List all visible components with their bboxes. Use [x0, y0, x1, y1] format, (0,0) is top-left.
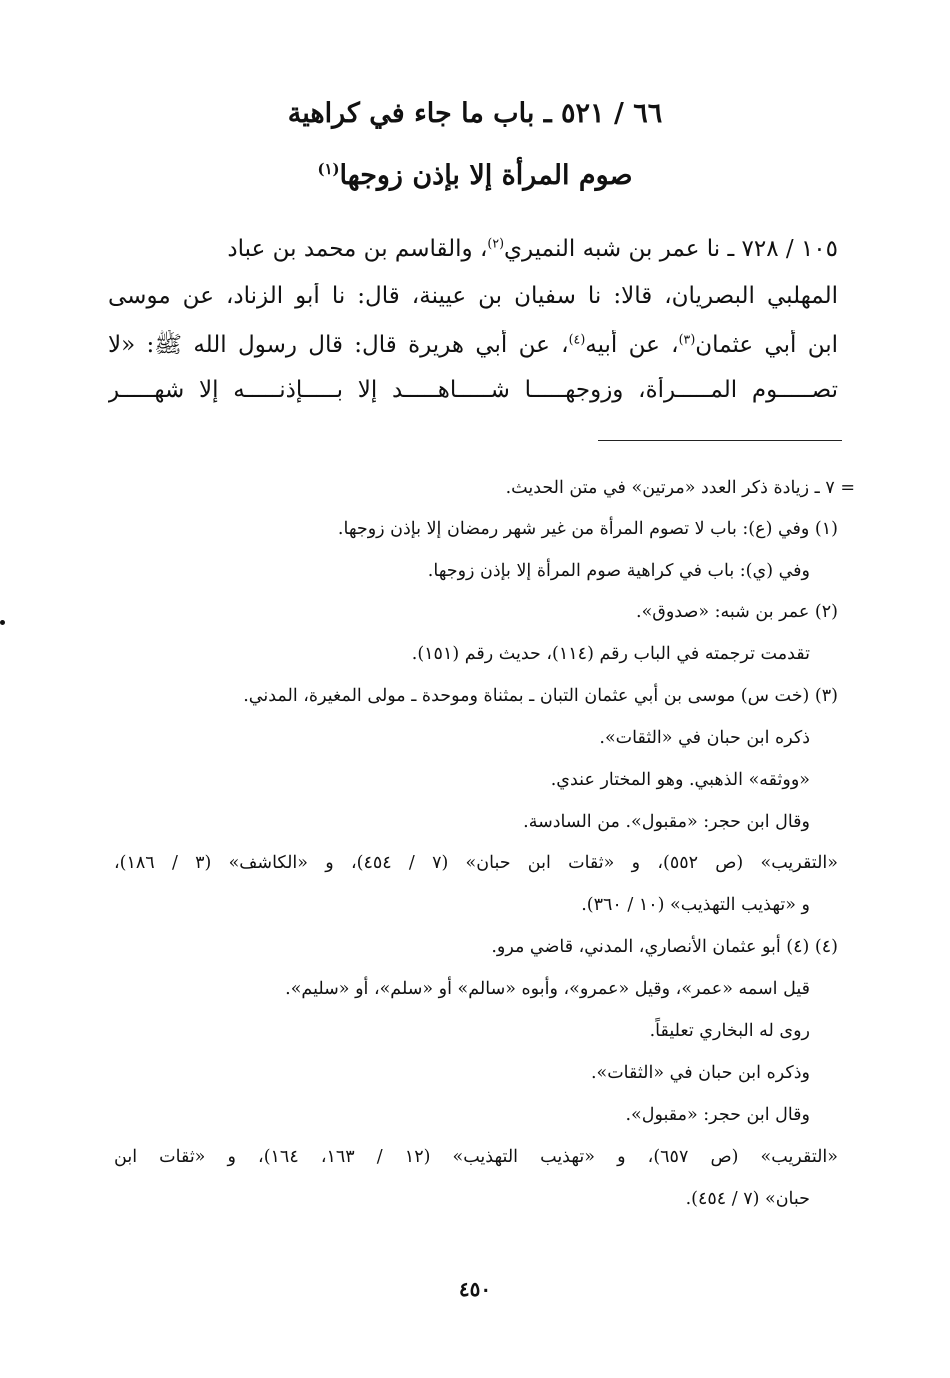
hadith-line-4: تصـــــوم المـــــرأة، وزوجهـــــا شـــــاهـــــد إلا بـــــإذنـــــه إلا شهـــــر: [108, 377, 838, 403]
hadith-line-3: [108, 330, 838, 364]
hadith-line-1-start: ١٠٥ / ٧٢٨ ـ نا عمر بن شبه النميري: [504, 236, 838, 262]
footnote-4-line-4: وذكره ابن حبان في «الثقات».: [590, 1063, 810, 1083]
footnote-1-line-1: (١) وفي (ع): باب لا تصوم المرأة من غير شهر رمضان إلا بإذن زوجها.: [337, 519, 838, 539]
page-number: ٤٥٠: [458, 1277, 492, 1301]
hadith-line-3-end: ، عن أبي هريرة قال: قال رسول الله ﷺ: «لا: [108, 332, 569, 358]
footnote-4-line-5: وقال ابن حجر: «مقبول».: [625, 1105, 810, 1125]
scan-edge-mark: [0, 620, 5, 625]
footnote-4-line-1: (٤) (٤) أبو عثمان الأنصاري، المدني، قاضي مرو.: [491, 937, 838, 957]
footnote-3-line-1: (٣) (خت س) موسى بن أبي عثمان التبان ـ بمثناة وموحدة ـ مولى المغيرة، المدني.: [243, 686, 838, 706]
footnote-4-line-3: روى له البخاري تعليقاً.: [649, 1021, 810, 1041]
hadith-line-2: المهلبي البصريان، قالا: نا سفيان بن عيينة، قال: نا أبو الزناد، عن موسى: [108, 283, 838, 309]
footnote-1-line-2: وفي (ي): باب في كراهية صوم المرأة إلا بإذن زوجها.: [427, 561, 810, 581]
chapter-heading-text: صوم المرأة إلا بإذن زوجها: [339, 160, 633, 191]
chapter-heading-line-2: [100, 160, 850, 191]
hadith-line-1: [110, 236, 838, 262]
footnote-continuation: = ٧ ـ زيادة ذكر العدد «مرتين» في متن الحديث.: [505, 478, 855, 498]
hadith-line-3-middle: ، عن أبيه: [585, 332, 679, 358]
chapter-heading-line-1: ٦٦ / ٥٢١ ـ باب ما جاء في كراهية: [287, 98, 663, 129]
footnote-3-line-4: وقال ابن حجر: «مقبول». من السادسة.: [523, 812, 810, 832]
footnote-ref-2: (٢): [487, 236, 505, 251]
hadith-line-1-end: ، والقاسم بن محمد بن عباد: [227, 236, 488, 262]
footnote-3-line-5: «التقريب» (ص ٥٥٢)، و «ثقات ابن حبان» (٧ / ٤٥٤)، و «الكاشف» (٣ / ١٨٦)،: [114, 853, 838, 873]
footnote-ref-4: (٤): [568, 331, 586, 347]
footnote-2-line-1: (٢) عمر بن شبه: «صدوق».: [636, 602, 838, 622]
footnote-ref-1: (١): [317, 160, 340, 178]
footnote-4-line-6: «التقريب» (ص ٦٥٧)، و «تهذيب التهذيب» (١٢ / ١٦٣، ١٦٤)، و «ثقات ابن: [114, 1147, 838, 1167]
footnote-4-line-2: قيل اسمه «عمر»، وقيل «عمرو»، وأبوه «سالم» أو «سلم»، أو «سليم».: [285, 979, 810, 999]
footnote-separator: [598, 440, 842, 441]
footnote-3-line-2: ذكره ابن حبان في «الثقات».: [599, 728, 810, 748]
footnote-2-line-2: تقدمت ترجمته في الباب رقم (١١٤)، حديث رقم (١٥١).: [411, 644, 810, 664]
footnote-3-line-6: و «تهذيب التهذيب» (١٠ / ٣٦٠).: [581, 895, 810, 915]
footnote-ref-3: (٣): [678, 331, 696, 347]
hadith-line-3-start: ابن أبي عثمان: [695, 332, 838, 358]
footnote-4-line-7: حبان» (٧ / ٤٥٤).: [685, 1189, 810, 1209]
footnote-3-line-3: «ووثقه» الذهبي. وهو المختار عندي.: [550, 770, 810, 790]
